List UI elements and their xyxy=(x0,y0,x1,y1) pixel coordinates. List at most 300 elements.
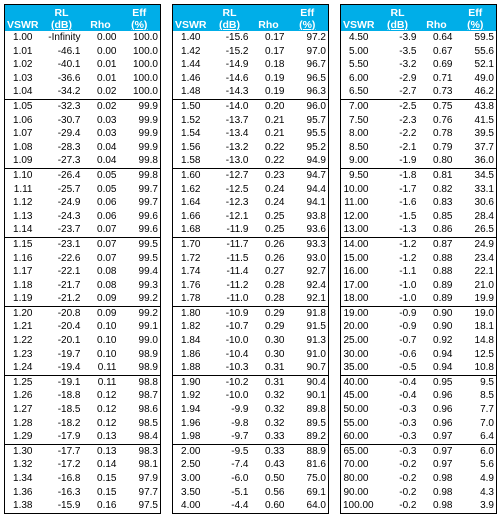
cell-eff: 34.5 xyxy=(455,168,497,182)
cell-eff: 99.2 xyxy=(119,306,161,320)
cell-vswr: 1.42 xyxy=(181,45,201,57)
column-header-rho xyxy=(83,5,119,32)
table-row xyxy=(5,361,161,375)
cell-rl: -0.5 xyxy=(399,362,417,374)
cell-rho: 0.43 xyxy=(265,459,285,471)
cell-eff: 43.8 xyxy=(455,99,497,113)
cell-eff: 4.9 xyxy=(480,473,494,484)
cell-rl: -10.4 xyxy=(225,348,249,360)
cell-eff: 100.0 xyxy=(132,72,158,84)
cell-vswr: 1.52 xyxy=(181,114,201,126)
cell-rl: -0.4 xyxy=(399,390,417,402)
cell-rho: 0.97 xyxy=(433,431,453,443)
cell-vswr: 1.17 xyxy=(13,266,33,278)
cell-vswr: 1.64 xyxy=(181,197,201,209)
table-row xyxy=(173,237,329,251)
cell-rho: 0.13 xyxy=(97,431,117,443)
cell-rho: 0.96 xyxy=(433,417,453,429)
cell-rho: 0.28 xyxy=(265,293,285,305)
cell-vswr: 1.23 xyxy=(13,348,33,360)
cell-vswr: 6.50 xyxy=(349,86,369,98)
cell-rho: 0.21 xyxy=(265,128,285,140)
cell-rho: 0.33 xyxy=(265,431,285,443)
cell-vswr: 1.28 xyxy=(13,417,33,429)
cell-eff: 33.1 xyxy=(474,183,494,195)
cell-eff: 97.2 xyxy=(306,32,326,43)
table-row xyxy=(173,85,329,99)
cell-vswr: 1.10 xyxy=(5,168,41,182)
table-row xyxy=(341,265,497,279)
cell-eff: 99.7 xyxy=(138,197,158,209)
cell-rho: 0.10 xyxy=(97,348,117,360)
table-row xyxy=(173,31,329,45)
cell-vswr: 1.04 xyxy=(13,86,33,98)
table-row xyxy=(173,499,329,513)
cell-rho: 0.08 xyxy=(97,266,117,278)
table-row xyxy=(341,348,497,362)
cell-vswr: 1.02 xyxy=(13,59,33,71)
table-row xyxy=(173,196,329,210)
cell-eff: 6.0 xyxy=(455,444,497,458)
cell-rho: 0.12 xyxy=(97,417,117,429)
cell-rl: -Infinity xyxy=(48,32,81,43)
cell-rl: -20.8 xyxy=(41,306,83,320)
table-row xyxy=(5,444,161,458)
cell-vswr: 1.96 xyxy=(181,417,201,429)
table-row xyxy=(341,85,497,99)
cell-eff: 99.9 xyxy=(138,114,158,126)
cell-vswr: 1.62 xyxy=(181,183,201,195)
cell-vswr: 1.90 xyxy=(173,375,209,389)
cell-vswr: 11.00 xyxy=(344,197,369,209)
table-row xyxy=(341,334,497,348)
cell-vswr: 1.12 xyxy=(13,197,33,209)
column-header-eff xyxy=(287,5,329,32)
table-row xyxy=(5,417,161,431)
cell-vswr: 55.00 xyxy=(343,417,369,429)
cell-rl: -0.4 xyxy=(377,375,419,389)
cell-eff: 100.0 xyxy=(132,45,158,57)
cell-rho: 0.17 xyxy=(265,32,285,43)
cell-eff: 23.4 xyxy=(474,252,494,264)
column-header-label: RL xyxy=(222,7,237,19)
cell-vswr: 5.00 xyxy=(349,45,369,57)
cell-rl: -0.2 xyxy=(399,473,417,484)
cell-vswr: 1.44 xyxy=(181,59,201,71)
cell-eff: 93.3 xyxy=(287,237,329,251)
cell-vswr: 1.66 xyxy=(181,210,201,222)
cell-rho: 0.11 xyxy=(97,362,117,374)
cell-rl: -17.7 xyxy=(41,444,83,458)
cell-vswr: 1.80 xyxy=(173,306,209,320)
table-row xyxy=(341,210,497,224)
cell-rl: -23.7 xyxy=(57,224,81,236)
column-header-vswr xyxy=(5,5,41,32)
cell-eff: 9.5 xyxy=(455,375,497,389)
cell-rl: -1.2 xyxy=(377,237,419,251)
table-row xyxy=(5,486,161,500)
cell-vswr: 1.38 xyxy=(13,500,33,512)
table-row xyxy=(5,114,161,128)
cell-rho: 0.04 xyxy=(97,141,117,153)
cell-rho: 0.01 xyxy=(97,72,117,84)
table-row xyxy=(341,196,497,210)
table-row xyxy=(341,99,497,113)
cell-rl: -13.2 xyxy=(225,141,249,153)
cell-vswr: 1.94 xyxy=(181,404,201,416)
cell-eff: 39.5 xyxy=(474,128,494,140)
cell-eff: 99.6 xyxy=(138,224,158,236)
column-header-unit: (%) xyxy=(299,19,316,31)
cell-vswr: 1.03 xyxy=(13,72,33,84)
column-header-unit: (dB) xyxy=(51,19,72,31)
table-row xyxy=(5,31,161,45)
cell-vswr: 7.50 xyxy=(349,114,369,126)
table-row xyxy=(341,72,497,86)
cell-rl: -1.7 xyxy=(399,183,417,195)
cell-eff: 59.5 xyxy=(474,32,494,43)
cell-rl: -19.7 xyxy=(57,348,81,360)
cell-eff: 92.1 xyxy=(306,293,326,305)
cell-vswr: 8.50 xyxy=(349,141,369,153)
cell-eff: 98.5 xyxy=(138,417,158,429)
cell-vswr: 14.00 xyxy=(341,237,377,251)
cell-rl: -11.7 xyxy=(209,237,251,251)
cell-eff: 75.0 xyxy=(306,473,326,484)
cell-rl: -10.2 xyxy=(209,375,251,389)
column-header-label: RL xyxy=(54,7,69,19)
cell-vswr: 1.22 xyxy=(13,335,33,347)
cell-rl: -2.3 xyxy=(399,114,417,126)
cell-vswr: 1.70 xyxy=(173,237,209,251)
cell-vswr: 1.13 xyxy=(13,210,33,222)
cell-rho: 0.94 xyxy=(433,348,453,360)
table-row xyxy=(173,486,329,500)
cell-vswr: 1.34 xyxy=(13,473,33,484)
cell-vswr: 1.14 xyxy=(13,224,33,236)
cell-eff: 99.3 xyxy=(138,279,158,291)
cell-eff: 93.6 xyxy=(306,224,326,236)
cell-vswr: 1.84 xyxy=(181,335,201,347)
cell-eff: 95.5 xyxy=(306,128,326,140)
table-row xyxy=(173,279,329,293)
table-row xyxy=(341,486,497,500)
cell-rho: 0.24 xyxy=(265,197,285,209)
table-row xyxy=(341,279,497,293)
cell-eff: 100.0 xyxy=(132,32,158,43)
cell-eff: 99.9 xyxy=(119,99,161,113)
table-row xyxy=(341,361,497,375)
cell-vswr: 9.00 xyxy=(349,155,369,167)
cell-vswr: 12.00 xyxy=(343,210,369,222)
cell-rho: 0.98 xyxy=(433,500,453,512)
cell-eff: 99.8 xyxy=(138,155,158,167)
cell-rho: 0.11 xyxy=(83,375,119,389)
table-row xyxy=(341,141,497,155)
cell-rho: 0.27 xyxy=(265,266,285,278)
cell-vswr: 1.98 xyxy=(181,431,201,443)
cell-rl: -13.0 xyxy=(225,155,249,167)
cell-rl: -19.4 xyxy=(57,362,81,374)
table-row xyxy=(173,141,329,155)
cell-eff: 92.7 xyxy=(306,266,326,278)
cell-rl: -12.1 xyxy=(225,210,249,222)
table-row xyxy=(341,223,497,237)
table-row xyxy=(173,265,329,279)
cell-eff: 6.4 xyxy=(480,431,494,443)
cell-eff: 90.7 xyxy=(306,362,326,374)
cell-eff: 99.7 xyxy=(138,183,158,195)
cell-vswr: 45.00 xyxy=(343,390,369,402)
cell-rl: -22.1 xyxy=(57,266,81,278)
cell-eff: 7.0 xyxy=(480,417,494,429)
cell-rho: 0.01 xyxy=(97,59,117,71)
table-row xyxy=(341,389,497,403)
cell-rl: -34.2 xyxy=(57,86,81,98)
header-row xyxy=(5,5,161,32)
table-row xyxy=(5,45,161,59)
cell-rho: 0.12 xyxy=(97,404,117,416)
cell-rl: -11.5 xyxy=(226,252,249,264)
cell-rl: -0.7 xyxy=(399,335,417,347)
cell-eff: 19.0 xyxy=(455,306,497,320)
table-row xyxy=(173,72,329,86)
cell-rho: 0.90 xyxy=(433,321,453,333)
cell-rho: 0.15 xyxy=(97,486,117,498)
cell-rho: 0.23 xyxy=(251,168,287,182)
cell-rl: -2.2 xyxy=(399,128,417,140)
cell-rl: -10.7 xyxy=(225,321,249,333)
cell-vswr: 7.00 xyxy=(341,99,377,113)
cell-rl: -13.7 xyxy=(225,114,249,126)
cell-rho: 0.02 xyxy=(97,86,117,98)
column-header-rl xyxy=(209,5,251,32)
cell-eff: 100.0 xyxy=(132,59,158,71)
cell-rl: -46.1 xyxy=(57,45,81,57)
cell-rl: -2.5 xyxy=(377,99,419,113)
cell-vswr: 1.09 xyxy=(13,155,33,167)
cell-rho: 0.14 xyxy=(97,459,117,471)
table-row xyxy=(173,472,329,486)
header-row xyxy=(341,5,497,32)
table-row xyxy=(173,168,329,182)
table-row xyxy=(173,99,329,113)
table-row xyxy=(5,430,161,444)
cell-rho: 0.97 xyxy=(433,459,453,471)
cell-rl: -18.5 xyxy=(57,404,81,416)
table-row xyxy=(341,154,497,168)
cell-vswr: 1.46 xyxy=(181,72,201,84)
cell-rl: -9.7 xyxy=(231,431,249,443)
table-row xyxy=(5,85,161,99)
cell-vswr: 5.50 xyxy=(349,59,369,71)
cell-eff: 5.6 xyxy=(480,459,494,471)
column-header-label: Rho xyxy=(426,19,447,31)
cell-rl: -1.6 xyxy=(399,197,417,209)
cell-eff: 99.0 xyxy=(138,335,158,347)
cell-rl: -30.7 xyxy=(57,114,81,126)
cell-eff: 24.9 xyxy=(455,237,497,251)
column-header-unit: (%) xyxy=(467,19,484,31)
cell-rl: -11.0 xyxy=(226,293,249,305)
cell-eff: 99.6 xyxy=(138,210,158,222)
cell-vswr: 1.15 xyxy=(5,237,41,251)
cell-rho: 0.88 xyxy=(433,266,453,278)
cell-vswr: 2.00 xyxy=(173,444,209,458)
table-row xyxy=(5,320,161,334)
table-row xyxy=(173,320,329,334)
cell-vswr: 1.06 xyxy=(13,114,33,126)
cell-rho: 0.56 xyxy=(265,486,285,498)
cell-rl: -0.3 xyxy=(399,431,417,443)
table-row xyxy=(5,292,161,306)
cell-rho: 0.10 xyxy=(97,335,117,347)
table-row xyxy=(173,223,329,237)
cell-eff: 4.3 xyxy=(480,486,494,498)
cell-eff: 91.3 xyxy=(306,335,326,347)
table-row xyxy=(173,183,329,197)
cell-rho: 0.94 xyxy=(433,362,453,374)
table-row xyxy=(5,237,161,251)
column-header-unit: (dB) xyxy=(219,19,240,31)
table-row xyxy=(5,127,161,141)
cell-eff: 22.1 xyxy=(474,266,494,278)
cell-rho: 0.03 xyxy=(97,114,117,126)
cell-eff: 99.5 xyxy=(138,252,158,264)
cell-vswr: 50.00 xyxy=(343,404,369,416)
cell-vswr: 1.11 xyxy=(13,183,33,195)
cell-vswr: 3.00 xyxy=(181,473,201,484)
cell-vswr: 1.27 xyxy=(13,404,33,416)
vswr-table-1 xyxy=(4,4,161,514)
cell-rho: 0.05 xyxy=(83,168,119,182)
cell-rl: -22.6 xyxy=(57,252,81,264)
cell-rho: 0.13 xyxy=(83,444,119,458)
cell-rl: -19.1 xyxy=(41,375,83,389)
cell-vswr: 8.00 xyxy=(349,128,369,140)
cell-vswr: 15.00 xyxy=(343,252,369,264)
cell-rho: 0.06 xyxy=(97,197,117,209)
cell-rho: 0.20 xyxy=(251,99,287,113)
table-row xyxy=(5,265,161,279)
cell-rho: 0.29 xyxy=(265,321,285,333)
column-header-label: Eff xyxy=(300,7,315,19)
cell-vswr: 4.00 xyxy=(181,500,201,512)
cell-vswr: 1.29 xyxy=(13,431,33,443)
table-row xyxy=(5,183,161,197)
table-row xyxy=(341,403,497,417)
header-row xyxy=(173,5,329,32)
table-row xyxy=(341,168,497,182)
cell-eff: 94.7 xyxy=(287,168,329,182)
cell-vswr: 13.00 xyxy=(343,224,369,236)
cell-rl: -6.0 xyxy=(231,473,249,484)
cell-eff: 98.3 xyxy=(119,444,161,458)
cell-vswr: 35.00 xyxy=(343,362,369,374)
cell-rl: -20.4 xyxy=(57,321,81,333)
cell-vswr: 1.92 xyxy=(181,390,201,402)
cell-rl: -18.2 xyxy=(57,417,81,429)
cell-eff: 26.5 xyxy=(474,224,494,236)
cell-rl: -1.0 xyxy=(399,279,417,291)
cell-rho: 0.67 xyxy=(433,45,453,57)
table-row xyxy=(5,472,161,486)
cell-eff: 88.9 xyxy=(287,444,329,458)
cell-rl: -28.3 xyxy=(57,141,81,153)
cell-rl: -10.9 xyxy=(209,306,251,320)
cell-rho: 0.78 xyxy=(433,128,453,140)
cell-vswr: 3.50 xyxy=(181,486,201,498)
cell-rho: 0.98 xyxy=(433,473,453,484)
cell-eff: 98.6 xyxy=(138,404,158,416)
table-row xyxy=(5,306,161,320)
vswr-table-2 xyxy=(172,4,329,514)
cell-eff: 99.9 xyxy=(138,141,158,153)
cell-vswr: 1.72 xyxy=(181,252,201,264)
table-row xyxy=(341,127,497,141)
table-row xyxy=(341,417,497,431)
cell-rl: -13.4 xyxy=(225,128,249,140)
cell-vswr: 90.00 xyxy=(343,486,369,498)
table-row xyxy=(341,58,497,72)
cell-rl: -0.9 xyxy=(377,306,419,320)
cell-rho: 0.50 xyxy=(265,473,285,484)
cell-rho: 0.07 xyxy=(97,224,117,236)
cell-vswr: 1.68 xyxy=(181,224,201,236)
table-row xyxy=(5,154,161,168)
cell-vswr: 1.19 xyxy=(13,293,33,305)
cell-rl: -2.1 xyxy=(399,141,417,153)
cell-rl: -12.7 xyxy=(209,168,251,182)
cell-vswr: 60.00 xyxy=(343,431,369,443)
cell-rl: -9.8 xyxy=(231,417,249,429)
cell-eff: 19.9 xyxy=(474,293,494,305)
cell-rho: 0.90 xyxy=(419,306,455,320)
cell-rl: -29.4 xyxy=(57,128,81,140)
column-header-eff xyxy=(455,5,497,32)
cell-vswr: 1.32 xyxy=(13,459,33,471)
cell-rl: -0.2 xyxy=(399,500,417,512)
cell-rho: 0.08 xyxy=(97,279,117,291)
cell-vswr: 10.00 xyxy=(343,183,369,195)
cell-rho: 0.87 xyxy=(419,237,455,251)
cell-vswr: 1.54 xyxy=(181,128,201,140)
cell-vswr: 100.00 xyxy=(343,500,374,512)
cell-eff: 100.0 xyxy=(132,86,158,98)
cell-eff: 55.6 xyxy=(474,45,494,57)
table-row xyxy=(5,334,161,348)
cell-rl: -24.3 xyxy=(57,210,81,222)
cell-vswr: 1.76 xyxy=(181,279,201,291)
cell-eff: 94.1 xyxy=(306,197,326,209)
cell-rl: -3.5 xyxy=(399,45,417,57)
cell-eff: 89.8 xyxy=(306,404,326,416)
cell-vswr: 1.18 xyxy=(13,279,33,291)
cell-eff: 96.0 xyxy=(287,99,329,113)
table-row xyxy=(5,375,161,389)
cell-rho: 0.32 xyxy=(265,390,285,402)
table-row xyxy=(5,499,161,513)
table-row xyxy=(173,403,329,417)
table-row xyxy=(5,99,161,113)
cell-vswr: 1.48 xyxy=(181,86,201,98)
cell-rho: 0.85 xyxy=(433,210,453,222)
cell-rho: 0.32 xyxy=(265,404,285,416)
cell-rho: 0.88 xyxy=(433,252,453,264)
cell-rl: -18.8 xyxy=(57,390,81,402)
cell-rho: 0.25 xyxy=(265,224,285,236)
cell-rho: 0.95 xyxy=(419,375,455,389)
